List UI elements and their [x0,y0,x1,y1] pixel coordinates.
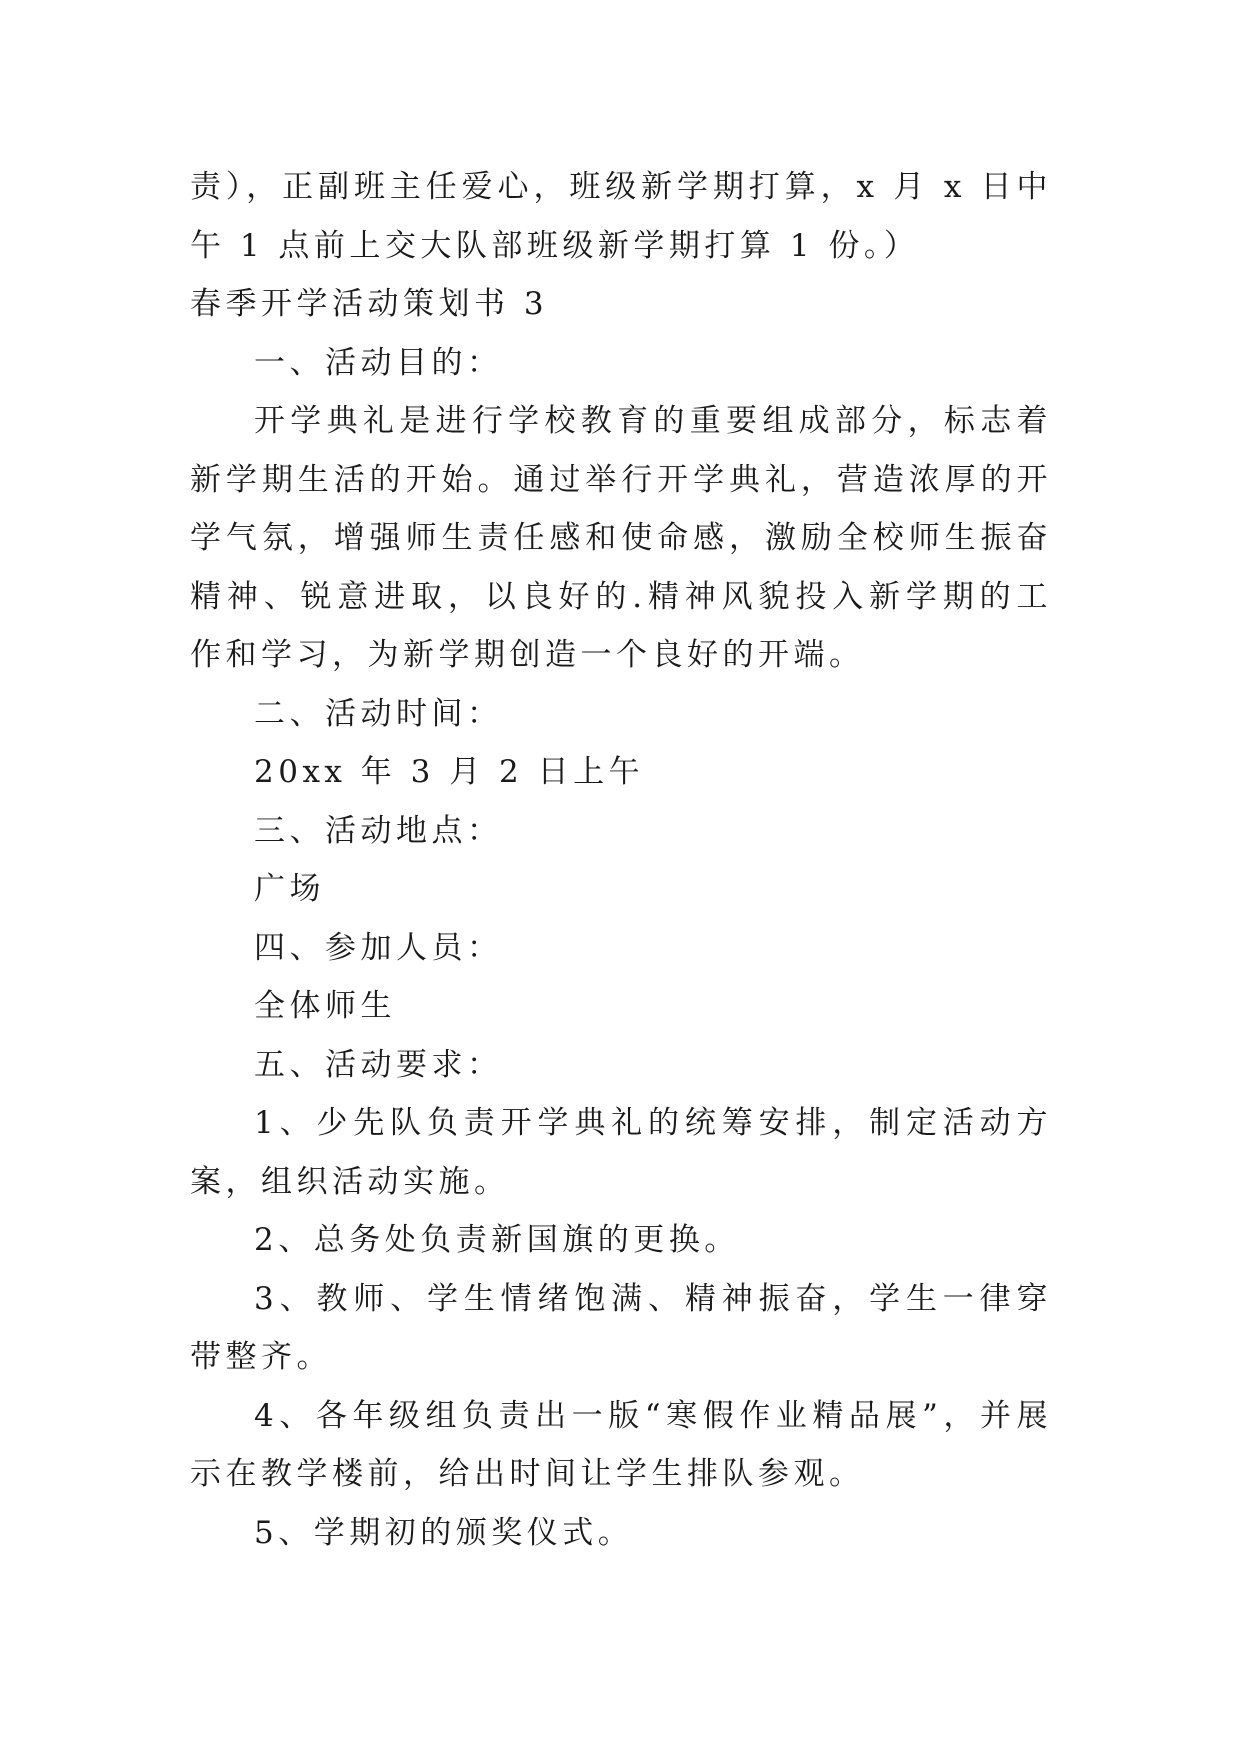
document-body [190,158,1052,1562]
heading-participants: 四、参加人员： [254,929,503,966]
heading-activity-purpose: 一、活动目的： [254,344,503,381]
participants-value: 全体师生 [254,988,396,1024]
requirement-item-4: 4、各年级组负责出一版“寒假作业精品展”，并展示在教学楼前，给出时间让学生排队参观。 [190,1397,1052,1492]
requirement-item-1: 1、少先队负责开学典礼的统筹安排，制定活动方案，组织活动实施。 [190,1105,1052,1200]
requirement-item-3: 3、教师、学生情绪饱满、精神振奋，学生一律穿带整齐。 [190,1280,1052,1375]
requirement-item-5: 5、学期初的颁奖仪式。 [254,1514,634,1551]
paragraph-continuation: 责），正副班主任爱心，班级新学期打算，x 月 x 日中午 1 点前上交大队部班级新学期打算 1 份。） [190,169,1052,264]
activity-time-value: 20xx 年 3 月 2 日上午 [254,754,645,790]
heading-requirements: 五、活动要求： [254,1046,503,1083]
heading-activity-location: 三、活动地点： [254,812,503,849]
requirement-item-2: 2、总务处负责新国旗的更换。 [254,1222,740,1258]
section-title: 春季开学活动策划书 3 [190,286,549,322]
activity-location-value: 广场 [254,871,325,907]
paragraph-purpose-body: 开学典礼是进行学校教育的重要组成部分，标志着新学期生活的开始。通过举行开学典礼，营造浓厚的开学气氛，增强师生责任感和使命感，激励全校师生振奋精神、锐意进取，以良好的.精神风貌投入新学期的工作和学习，为新学期创造一个良好的开端。 [190,403,1052,673]
heading-activity-time: 二、活动时间： [254,695,503,732]
